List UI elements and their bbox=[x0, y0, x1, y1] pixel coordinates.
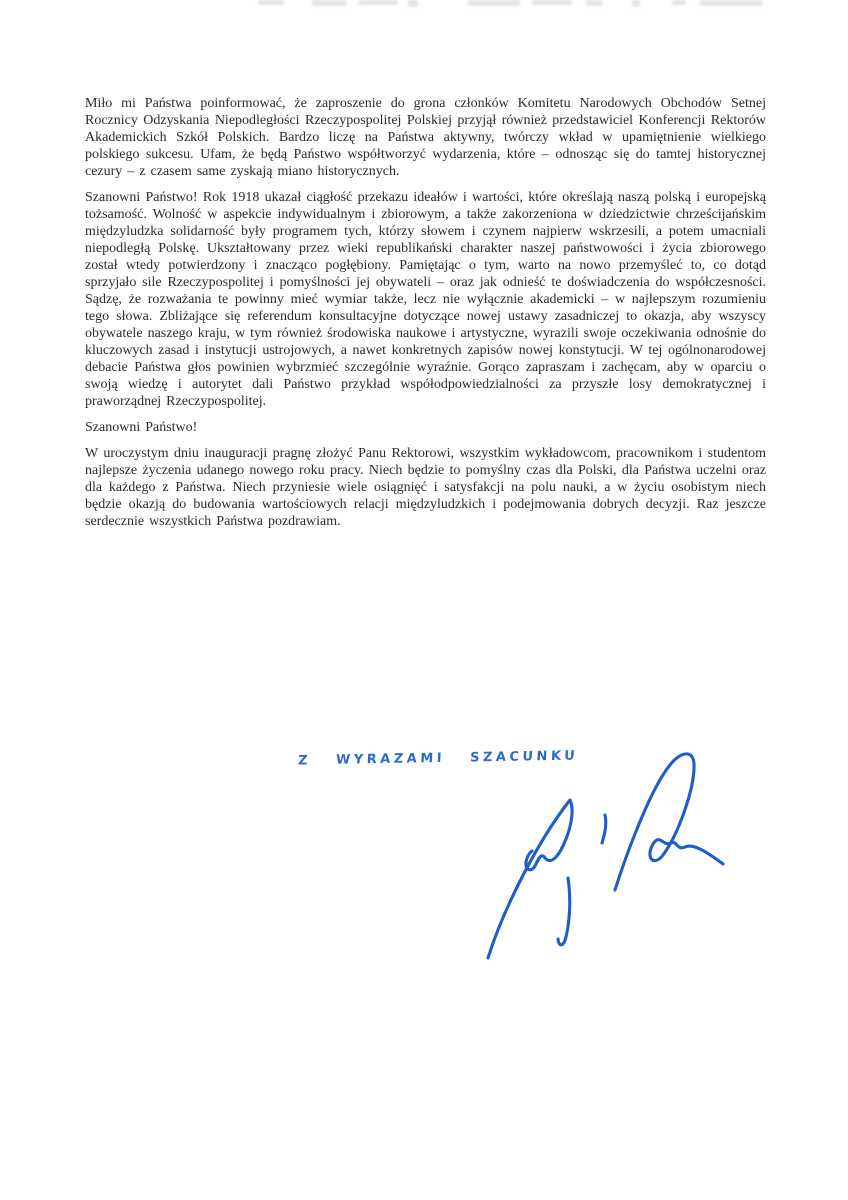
scan-artifact bbox=[468, 0, 520, 6]
signature-stroke-loop bbox=[615, 754, 723, 890]
scan-artifact bbox=[258, 0, 284, 5]
scan-artifact bbox=[408, 0, 418, 7]
scan-artifact bbox=[632, 0, 640, 7]
letter-paragraph-1: Miło mi Państwa poinformować, że zaproszenie do grona członków Komitetu Narodowych Obchodów Setnej Rocznicy Odzyskania Niepodległości Rzeczypospolitej Polskiej przyjął również przedstawiciel Konferencji Rektorów Akademickich Szkół Polskich. Bardzo liczę na Państwa aktywny, twórczy wkład w upamiętnienie wielkiego polskiego sukcesu. Ufam, że będą Państwo współtworzyć wydarzenia, które – odnosząc się do tamtej historycznej cezury – z czasem same zyskają miano historycznych. bbox=[85, 96, 766, 179]
letter-body bbox=[85, 95, 766, 539]
signature-stroke-tick bbox=[602, 815, 606, 843]
signature-ink-scribble bbox=[455, 740, 745, 970]
signature-stroke-descender bbox=[558, 878, 570, 945]
handwritten-closing-note: Z WYRAZAMI SZACUNKU bbox=[297, 748, 579, 769]
scan-artifact bbox=[700, 0, 762, 6]
scan-artifact bbox=[358, 0, 398, 5]
scan-edge-artifacts bbox=[0, 0, 848, 8]
letter-salutation: Szanowni Państwo! bbox=[85, 420, 198, 435]
letter-paragraph-2: Szanowni Państwo! Rok 1918 ukazał ciągłość przekazu ideałów i wartości, które określają naszą polską i europejską tożsamość. Wolność w aspekcie indywidualnym i zbiorowym, a także zakorzeniona w dziedzictwie chrześcijańskim międzyludzka solidarność były programem tych, którzy słowem i czynem najpierw wskrzesili, a potem umacniali niepodległą Polskę. Ukształtowany przez wieki republikański charakter naszej państwowości i życia zbiorowego został wtedy potwierdzony i znacząco pogłębiony. Pamiętając o tym, warto na nowo przemyśleć to, co dotąd sprzyjało sile Rzeczypospolitej i pomyślności jej obywateli – oraz jak odnieść te doświadczenia do współczesności. Sądzę, że rozważania te powinny mieć wymiar także, lecz nie wyłącznie akademicki – w najlepszym rozumieniu tego słowa. Zbliżające się referendum konsultacyjne dotyczące nowej ustawy zasadniczej to okazja, aby wszyscy obywatele naszego kraju, w tym również środowiska naukowe i artystyczne, wyrazili swoje oczekiwania odnośnie do kluczowych zasad i instytucji ustrojowych, a nawet konkretnych zapisów nowej konstytucji. W tej ogólnonarodowej debacie Państwa głos powinien wybrzmieć szczególnie wyraźnie. Gorąco zapraszam i zachęcam, aby w oparciu o swoją wiedzę i autorytet dali Państwo przykład współodpowiedzialności za przyszłe losy demokratycznej i praworządnej Rzeczypospolitej. bbox=[85, 190, 766, 409]
scan-artifact bbox=[532, 0, 572, 5]
signature-stroke-upstroke bbox=[488, 800, 572, 958]
scan-artifact bbox=[586, 0, 602, 6]
scan-artifact bbox=[672, 0, 686, 5]
letter-paragraph-3: W uroczystym dniu inauguracji pragnę złożyć Panu Rektorowi, wszystkim wykładowcom, pracownikom i studentom najlepsze życzenia udanego nowego roku pracy. Niech będzie to pomyślny czas dla Polski, dla Państwa uczelni oraz dla każdego z Państwa. Niech przyniesie wiele osiągnięć i satysfakcji na polu nauki, a w życiu osobistym niech będzie okazją do budowania wartościowych relacji międzyludzkich i podejmowania dobrych decyzji. Raz jeszcze serdecznie wszystkich Państwa pozdrawiam. bbox=[85, 446, 766, 529]
scan-artifact bbox=[312, 0, 346, 6]
